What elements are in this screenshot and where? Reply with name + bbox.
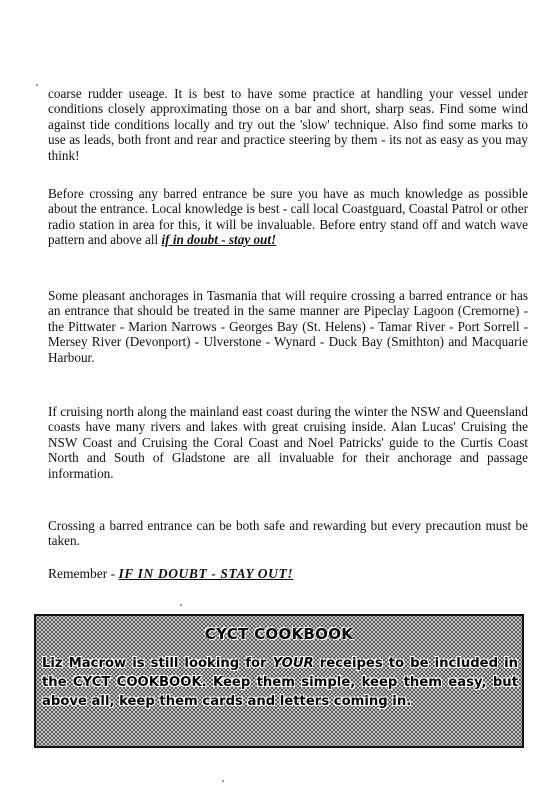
paragraph-mainland-cruising [48, 404, 528, 481]
paragraph-tasmania-anchorages [48, 288, 528, 365]
paragraph-text: coarse rudder useage. It is best to have some practice at handling your vessel under conditions closely approximating those on a bar and short, sharp seas. Find some wind against tide conditions locally and try out the 'slow' technique. Also find some marks to use as leads, both front and rear and practice steering by them - its not as easy as you may think! [48, 86, 528, 163]
paragraph-text: Crossing a barred entrance can be both safe and rewarding but every precaution must be taken. [48, 518, 528, 549]
notice-emphasis: YOUR [272, 656, 314, 671]
paragraph-precaution [48, 518, 528, 549]
remember-label: Remember - [48, 566, 119, 581]
cookbook-notice-text [42, 654, 518, 711]
notice-text-before: Liz Macrow is still looking for [42, 656, 273, 671]
paragraph-rudder-practice [48, 86, 528, 163]
paragraph-text: Before crossing any barred entrance be sure you have as much knowledge as possible about the entrance. Local knowledge is best - call local Coastguard, Coastal Patrol or other radio station in area for this, it will be invaluable. Before entry stand off and watch wave pattern and above all [48, 186, 528, 248]
scan-speck [180, 604, 182, 606]
scan-speck [222, 780, 224, 782]
remember-line [48, 566, 293, 582]
paragraph-text: If cruising north along the mainland east coast during the winter the NSW and Queensland coasts have many rivers and lakes with great cruising inside. Alan Lucas' Cruising the NSW Coast and Cruising the Coral Coast and Noel Patricks' guide to the Curtis Coast North and South of Gladstone are all invaluable for their anchorage and passage information. [48, 404, 528, 481]
cookbook-notice-title: CYCT COOKBOOK [204, 625, 354, 643]
warning-emphasis: if in doubt - stay out! [161, 232, 277, 248]
paragraph-text: Some pleasant anchorages in Tasmania that will require crossing a barred entrance or has an entrance that should be treated in the same manner are Pipeclay Lagoon (Cremorne) - the Pittwater - Marion Narrows - Georges Bay (St. Helens) - Tamar River - Port Sorrell - Mersey River (Devonport) - Ulverstone - Wynard - Duck Bay (Smithton) and Macquarie Harbour. [48, 288, 528, 365]
scan-speck [36, 84, 38, 86]
notice-text-after: receipes to be included in the CYCT COOKBOOK. Keep them simple, keep them easy, but above all, keep them cards and letters coming in. [42, 656, 518, 709]
cookbook-notice-box [34, 614, 524, 748]
paragraph-local-knowledge [48, 186, 528, 248]
remember-emphasis: IF IN DOUBT - STAY OUT! [118, 566, 294, 581]
